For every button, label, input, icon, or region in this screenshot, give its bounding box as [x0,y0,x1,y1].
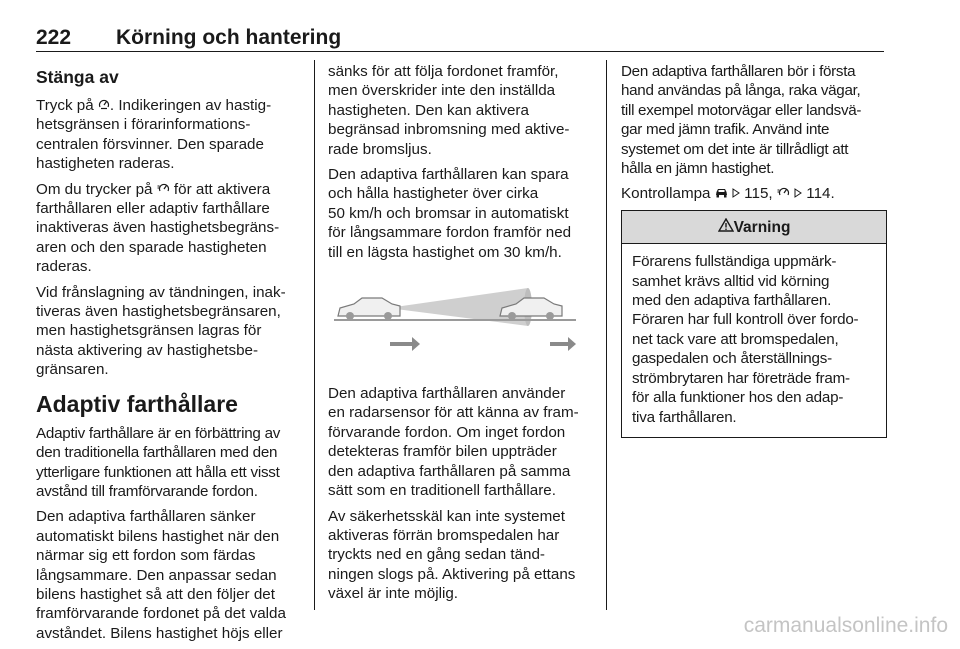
chapter-title: Körning och hantering [116,26,342,49]
heading-turn-off: Stänga av [36,67,119,87]
text-line: centralen försvinner. Den sparade [36,135,264,153]
text-line: hastigheten raderas. [36,155,175,173]
watermark: carmanualsonline.info [743,614,948,637]
text-line: tiva farthållaren. [632,408,737,426]
text-line: långsammare. Den anpassar sedan [36,566,277,584]
text-line: Den adaptiva farthållaren kan spara [328,166,569,184]
paragraph [36,507,306,643]
page-reference[interactable]: 115, [739,185,777,203]
text-line: för alla funktioner hos den adap- [632,389,844,407]
text-line: samhet krävs alltid vid körning [632,272,830,290]
paragraph [36,180,306,277]
paragraph [36,424,306,502]
text-line: raderas. [36,258,92,276]
cruise-control-icon [777,184,790,203]
text-line: sätt som en traditionell farthållare. [328,482,556,500]
text-line: hastigheten. Den kan aktivera [328,101,529,119]
column-divider-2 [606,60,607,610]
text-line: aren och den sparade hastigheten [36,238,267,256]
text-line: gar med jämn trafik. Använd inte [621,121,830,139]
text-line: Tryck på [36,97,98,114]
text-line: aktiveras förrän bromspedalen har [328,526,560,544]
text-line: Adaptiv farthållare är en förbättring av [36,424,281,442]
text-line: sänks för att följa fordonet framför, [328,63,559,80]
text-line: nästa aktivering av hastighetsbe- [36,341,259,359]
column-1 [36,62,306,649]
adaptive-cruise-illustration [328,282,578,362]
text-line: Den adaptiva farthållaren bör i första [621,63,856,80]
page-number: 222 [36,26,72,49]
text-line: 50 km/h och bromsar in automatiskt [328,204,569,222]
text-line: farthållaren eller adaptiv farthållare [36,200,270,218]
warning-triangle-icon [718,218,734,237]
text-line: Om du trycker på [36,180,157,198]
text-line: hålla en jämn hastighet. [621,160,775,178]
direction-arrow-right [550,337,576,351]
page-reference-arrow [732,184,740,203]
text-line: gaspedalen och återställnings- [632,350,833,368]
page-reference-arrow [794,184,802,203]
paragraph [328,165,598,262]
paragraph [36,283,306,380]
text-line: rade bromsljus. [328,140,432,158]
text-line: hetsgränsen i förarinformations- [36,116,251,134]
text-line: ytterligare funktionen att hålla ett visst [36,463,280,481]
control-lamp-reference [621,184,887,203]
text-line: inaktiveras även hastighetsbegräns- [36,219,280,237]
text-line: växel är inte möjlig. [328,585,458,603]
warning-title: Varning [733,218,791,236]
text-line: Förarens fullständiga uppmärk- [632,253,837,271]
text-line: närmar sig ett fordon som färdas [36,547,256,565]
text-line: med den adaptiva farthållaren. [632,292,832,310]
text-line: avståndet. Bilens hastighet höjs eller [36,624,283,642]
paragraph [328,384,598,500]
column-2 [328,62,598,610]
text-line: en radarsensor för att känna av fram- [328,404,579,422]
warning-header [622,211,886,244]
text-line: till en lägsta hastighet om 30 km/h. [328,243,562,261]
text-line: men överskrider inte den inställda [328,82,556,100]
page-reference[interactable]: 114. [802,185,835,203]
car-icon [715,184,728,203]
text-line: gränsaren. [36,361,109,379]
text-line: Vid frånslagning av tändningen, inak- [36,283,286,301]
text-line: för långsammare fordon framför ned [328,224,572,242]
warning-body [622,244,886,437]
text-line: begränsad inbromsning med aktive- [328,121,570,139]
text-line: men hastighetsgränsen lagras för [36,322,262,340]
text-line: net tack vare att bromspedalen, [632,330,839,348]
text-line: automatiskt bilens hastighet när den [36,527,280,545]
text-line: förvarande fordon. Om inget fordon [328,423,566,441]
direction-arrow-left [390,337,420,351]
text-line: den adaptiva farthållaren på samma [328,462,571,480]
text-line: tiveras även hastighetsbegränsaren, [36,303,281,321]
paragraph [328,507,598,604]
text-line: bilens hastighet så att den följer det [36,585,275,603]
text-line: strömbrytaren har företräde fram- [632,369,850,387]
warning-box [621,210,887,438]
text-line: den traditionella farthållaren med den [36,444,278,462]
text-line: Föraren har full kontroll över fordo- [632,311,859,329]
text-line: och hålla hastigheter över cirka [328,185,539,203]
text-line: ningen slogs på. Aktivering på ettans [328,565,576,583]
text-line: Den adaptiva farthållaren använder [328,385,566,403]
text-line: Kontrollampa [621,185,715,203]
speed-limiter-icon [98,96,110,115]
header-rule [36,51,884,52]
text-line: detekteras framför bilen uppträder [328,443,557,461]
paragraph [328,62,598,159]
column-3 [621,62,887,438]
text-line: tryckts ned en gång sedan tänd- [328,546,545,564]
cruise-control-icon [157,180,170,199]
paragraph [621,62,887,178]
text-line: . Indikeringen av hastig- [109,97,272,114]
text-line: för att aktivera [169,180,271,198]
text-line: avstånd till framförvarande fordon. [36,482,258,500]
page-header [36,26,884,52]
text-line: till exempel motorvägar eller landsvä- [621,101,862,119]
text-line: systemet om det inte är tillrådligt att [621,140,849,158]
paragraph [36,96,306,174]
text-line: Av säkerhetsskäl kan inte systemet [328,507,565,525]
text-line: framförvarande fordonet på det valda [36,605,286,623]
heading-adaptive-cruise: Adaptiv farthållare [36,390,238,417]
text-line: hand användas på långa, raka vägar, [621,82,861,100]
text-line: Den adaptiva farthållaren sänker [36,508,256,526]
column-divider-1 [314,60,315,610]
rear-car [338,298,400,320]
